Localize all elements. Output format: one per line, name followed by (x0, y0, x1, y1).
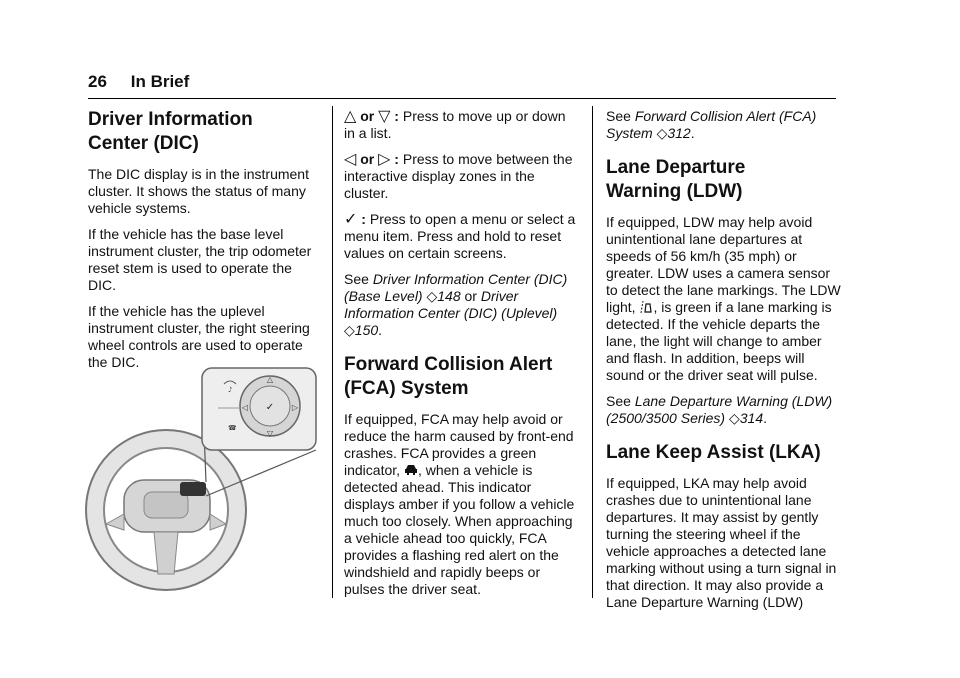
page-ref-icon: ◇ (426, 288, 438, 304)
fca-text-1: If equipped, FCA may help avoid or reduce the harm caused by front-end crashes. FCA provides a green indicator, (344, 411, 574, 478)
dic-paragraph-2: If the vehicle has the base level instrument cluster, the trip odometer reset stem is used to operate the DIC. (88, 226, 312, 293)
page-312-link[interactable]: 312 (667, 125, 691, 141)
colon: : (394, 151, 399, 167)
header-rule (88, 98, 836, 99)
up-arrow-icon: △ (344, 108, 357, 125)
right-arrow-icon: ▷ (378, 151, 391, 168)
fca-text-2: , when a vehicle is detected ahead. This indicator displays amber if you follow a vehicle much too closely. When approaching a vehicle ahead too quickly, FCA provides a flashing red alert on the windshield and rapidly beeps or pulses the driver seat. (344, 462, 575, 597)
fca-reference-paragraph: See Forward Collision Alert (FCA) System ◇312. (606, 108, 817, 141)
pad-up-icon: △ (266, 375, 274, 384)
page-150-link[interactable]: 150 (354, 322, 379, 338)
updown-text: Press to move up or down in a list. (344, 108, 566, 141)
checkmark-icon: ✓ (344, 211, 358, 228)
voice-icon: ♪ (228, 386, 233, 394)
steering-wheel-illustration (84, 364, 320, 600)
page-148-link[interactable]: 148 (437, 288, 461, 304)
fca-heading-line1: Forward Collision Alert (344, 354, 553, 375)
ldw-heading (606, 156, 842, 204)
check-text: Press to open a menu or select a menu item. Press and hold to reset values on certain screens. (344, 211, 576, 261)
ldw-reference-paragraph: See Lane Departure Warning (LDW) (2500/3500 Series) ◇314. (606, 393, 833, 426)
or-label: or (464, 288, 477, 304)
dic-heading-line1: Driver Information (88, 109, 253, 130)
page-ref-icon: ◇ (344, 322, 355, 338)
see-label: See (606, 108, 631, 124)
dic-paragraph-3: If the vehicle has the uplevel instrument cluster, the right steering wheel controls are used to operate the DIC. (88, 303, 310, 370)
leftright-text: Press to move between the interactive display zones in the cluster. (344, 151, 573, 201)
dic-heading-line2: Center (DIC) (88, 133, 199, 154)
check-paragraph (344, 211, 580, 262)
pad-left-icon: ◁ (241, 403, 249, 412)
colon: : (394, 108, 399, 124)
pad-right-icon: ▷ (291, 403, 299, 412)
column-3 (606, 108, 842, 620)
ldw-paragraph (606, 214, 842, 384)
ldw-heading-line1: Lane Departure (606, 157, 746, 178)
page-314-link[interactable]: 314 (739, 410, 764, 426)
or-label: or (360, 151, 375, 167)
ldw-text-2: , is green if a lane marking is detected. If the vehicle departs the lane, the light will change to amber and flash. In addition, beeps will sound or the driver seat will pulse. (606, 299, 832, 383)
colon: : (361, 211, 366, 227)
ldw-text-1: If equipped, LDW may help avoid unintentional lane departures at speeds of 56 km/h (35 mph) or greater. LDW uses a camera sensor to detect the lane markings. The LDW light, (606, 214, 841, 315)
ldw-heading-line2: Warning (LDW) (606, 181, 743, 202)
fca-paragraph (344, 411, 580, 598)
pad-down-icon: ▽ (266, 429, 274, 438)
see-label: See (606, 393, 631, 409)
lka-paragraph: If equipped, LKA may help avoid crashes due to unintentional lane departures. It may assist by gently turning the steering wheel if the vehicle approaches a detected lane marking without using a turn signal in that direction. It may also provide a Lane Departure Warning (LDW) (606, 475, 837, 610)
column-divider-1 (332, 106, 333, 598)
updown-paragraph (344, 108, 580, 142)
pad-check-icon: ✓ (265, 402, 275, 413)
down-arrow-icon: ▽ (378, 108, 391, 125)
fca-heading (344, 353, 580, 401)
leftright-paragraph (344, 151, 580, 202)
column-1 (88, 108, 320, 380)
page-ref-icon: ◇ (728, 410, 740, 426)
phone-icon: ☎ (228, 424, 237, 432)
ldw-lane-icon (639, 300, 653, 314)
dic-paragraph-1: The DIC display is in the instrument cluster. It shows the status of many vehicle systems. (88, 166, 309, 216)
fca-vehicle-icon (404, 464, 418, 476)
lka-heading: Lane Keep Assist (LKA) (606, 442, 821, 463)
section-title: In Brief (130, 72, 190, 91)
column-divider-2 (592, 106, 593, 598)
page-ref-icon: ◇ (656, 125, 668, 141)
column-2 (344, 108, 580, 607)
dic-uplevel-link[interactable]: Driver Information Center (DIC) (Uplevel) (344, 288, 558, 321)
fca-heading-line2: (FCA) System (344, 378, 469, 399)
ldw-link[interactable]: Lane Departure Warning (LDW) (2500/3500 Series) (606, 393, 833, 426)
left-arrow-icon: ◁ (344, 151, 357, 168)
dic-base-link[interactable]: Driver Information Center (DIC) (Base Level) (344, 271, 568, 304)
dic-heading (88, 108, 320, 156)
or-label: or (360, 108, 375, 124)
running-header (88, 72, 189, 92)
dic-reference-paragraph: See Driver Information Center (DIC) (Base Level) ◇148 or Driver Information Center (DIC) (Uplevel) ◇150. (344, 271, 568, 338)
see-label: See (344, 271, 369, 287)
fca-system-link[interactable]: Forward Collision Alert (FCA) System (606, 108, 817, 141)
page-number: 26 (88, 72, 107, 91)
